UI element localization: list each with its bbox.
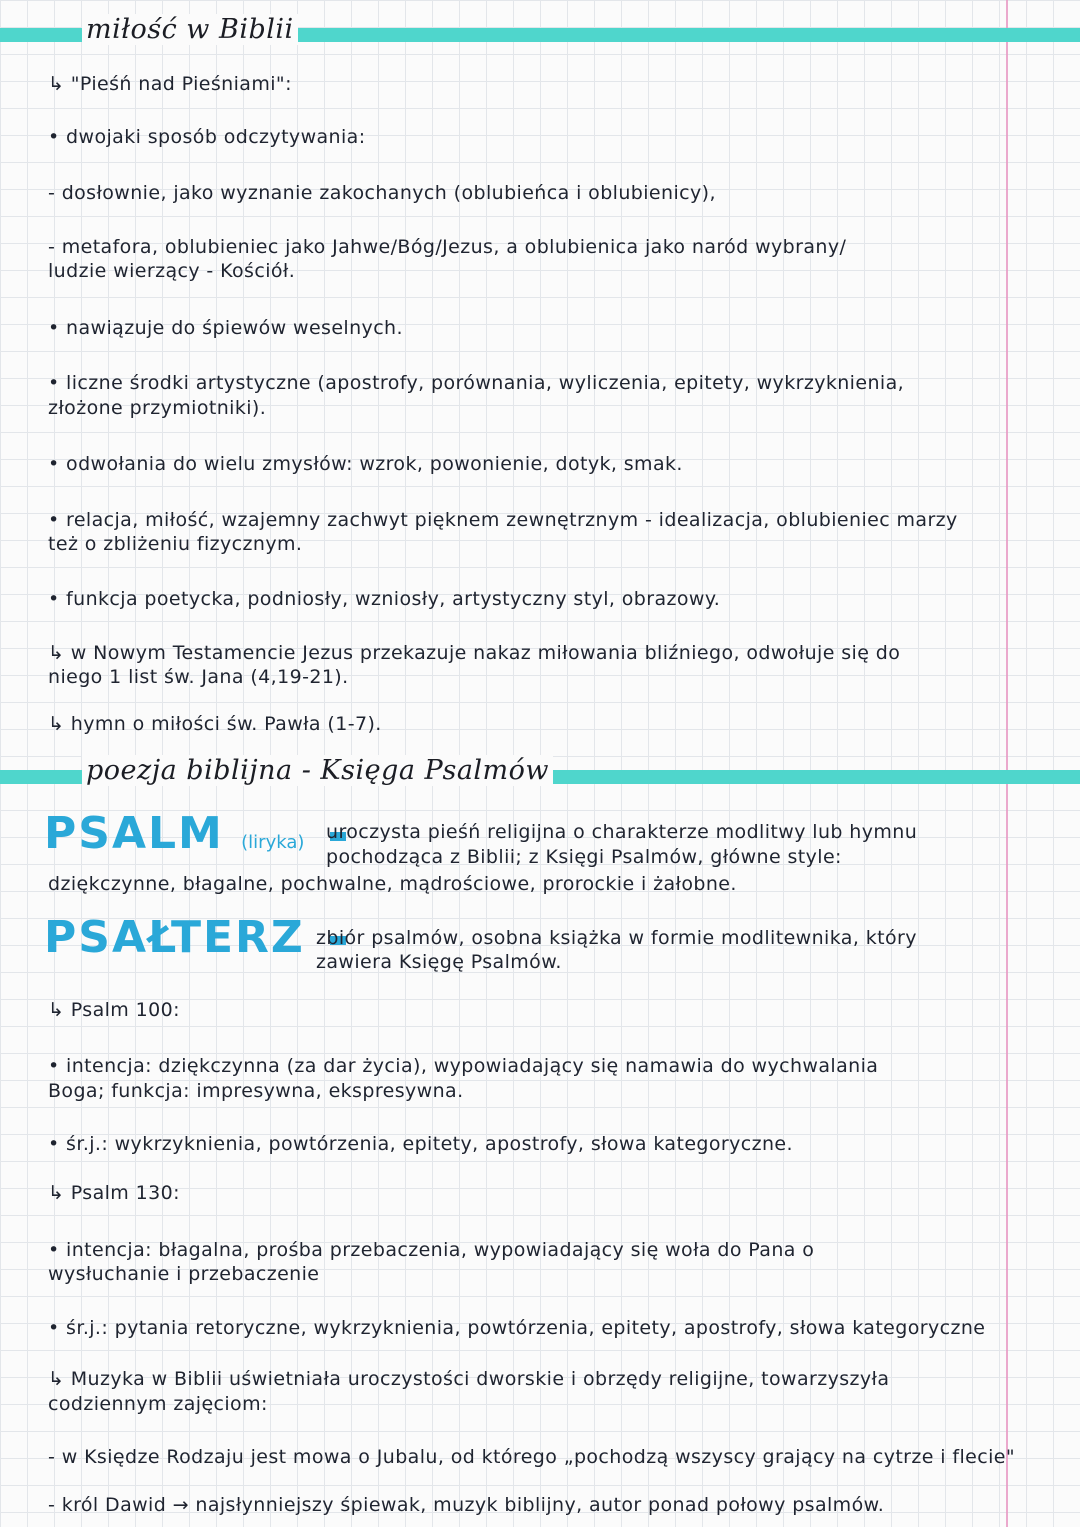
psalm-definition-line: uroczysta pieśń religijna o charakterze modlitwy lub hymnu <box>326 821 918 843</box>
psalm-term <box>44 808 354 859</box>
note-line: też o zbliżeniu fizycznym. <box>48 533 303 555</box>
note-line: - król Dawid → najsłynniejszy śpiewak, muzyk biblijny, autor ponad połowy psalmów. <box>48 1494 885 1516</box>
section1-title: miłość w Biblii <box>82 14 298 45</box>
psalm-definition-line: pochodząca z Biblii; z Księgi Psalmów, główne style: <box>326 846 842 868</box>
note-line: ↳ Muzyka w Biblii uświetniała uroczystości dworskie i obrzędy religijne, towarzyszyła <box>48 1368 890 1390</box>
note-line: ↳ w Nowym Testamencie Jezus przekazuje nakaz miłowania bliźniego, odwołuje się do <box>48 642 901 664</box>
psalter-definition-line: zbiór psalmów, osobna książka w formie modlitewnika, który <box>316 927 917 949</box>
note-line: • nawiązuje do śpiewów weselnych. <box>48 317 403 339</box>
note-line: ↳ "Pieśń nad Pieśniami": <box>48 73 292 95</box>
note-line: • śr.j.: pytania retoryczne, wykrzyknienia, powtórzenia, epitety, apostrofy, słowa kategoryczne <box>48 1317 986 1339</box>
note-line: • funkcja poetycka, podniosły, wzniosły, artystyczny styl, obrazowy. <box>48 588 721 610</box>
note-line: • liczne środki artystyczne (apostrofy, porównania, wyliczenia, epitety, wykrzyknienia, <box>48 372 905 394</box>
note-line: złożone przymiotniki). <box>48 397 267 419</box>
note-line: • relacja, miłość, wzajemny zachwyt pięknem zewnętrznym - idealizacja, oblubieniec marzy <box>48 509 958 531</box>
psalm-term-label: PSALM <box>44 808 224 859</box>
section2-title: poezja biblijna - Księga Psalmów <box>82 755 553 786</box>
note-line: codziennym zajęciom: <box>48 1393 268 1415</box>
note-line: Boga; funkcja: impresywna, ekspresywna. <box>48 1080 464 1102</box>
note-line: • dwojaki sposób odczytywania: <box>48 126 366 148</box>
note-line: • intencja: dziękczynna (za dar życia), wypowiadający się namawia do wychwalania <box>48 1055 879 1077</box>
psalm-tag: (liryka) <box>241 832 305 853</box>
note-line: • intencja: błagalna, prośba przebaczenia, wypowiadający się woła do Pana o <box>48 1239 815 1261</box>
note-line: - metafora, oblubieniec jako Jahwe/Bóg/Jezus, a oblubienica jako naród wybrany/ <box>48 236 847 258</box>
note-line: ↳ hymn o miłości św. Pawła (1-7). <box>48 713 382 735</box>
note-line: - dosłownie, jako wyznanie zakochanych (oblubieńca i oblubienicy), <box>48 182 716 204</box>
note-line: • śr.j.: wykrzyknienia, powtórzenia, epitety, apostrofy, słowa kategoryczne. <box>48 1133 793 1155</box>
note-line: ↳ Psalm 100: <box>48 999 180 1021</box>
psalter-term-label: PSAŁTERZ <box>44 912 305 963</box>
note-line: - w Księdze Rodzaju jest mowa o Jubalu, od którego „pochodzą wszyscy grający na cytrze i flecie" <box>48 1446 1016 1468</box>
note-line: niego 1 list św. Jana (4,19-21). <box>48 666 349 688</box>
note-line: ludzie wierzący - Kościół. <box>48 260 296 282</box>
psalm-definition-continuation: dziękczynne, błagalne, pochwalne, mądrościowe, prorockie i żałobne. <box>48 873 737 895</box>
psalter-term <box>44 912 354 963</box>
note-line: wysłuchanie i przebaczenie <box>48 1263 320 1285</box>
note-line: • odwołania do wielu zmysłów: wzrok, powonienie, dotyk, smak. <box>48 453 683 475</box>
note-line: ↳ Psalm 130: <box>48 1182 180 1204</box>
psalter-definition-line: zawiera Księgę Psalmów. <box>316 951 562 973</box>
page-margin-line <box>1006 0 1008 1527</box>
